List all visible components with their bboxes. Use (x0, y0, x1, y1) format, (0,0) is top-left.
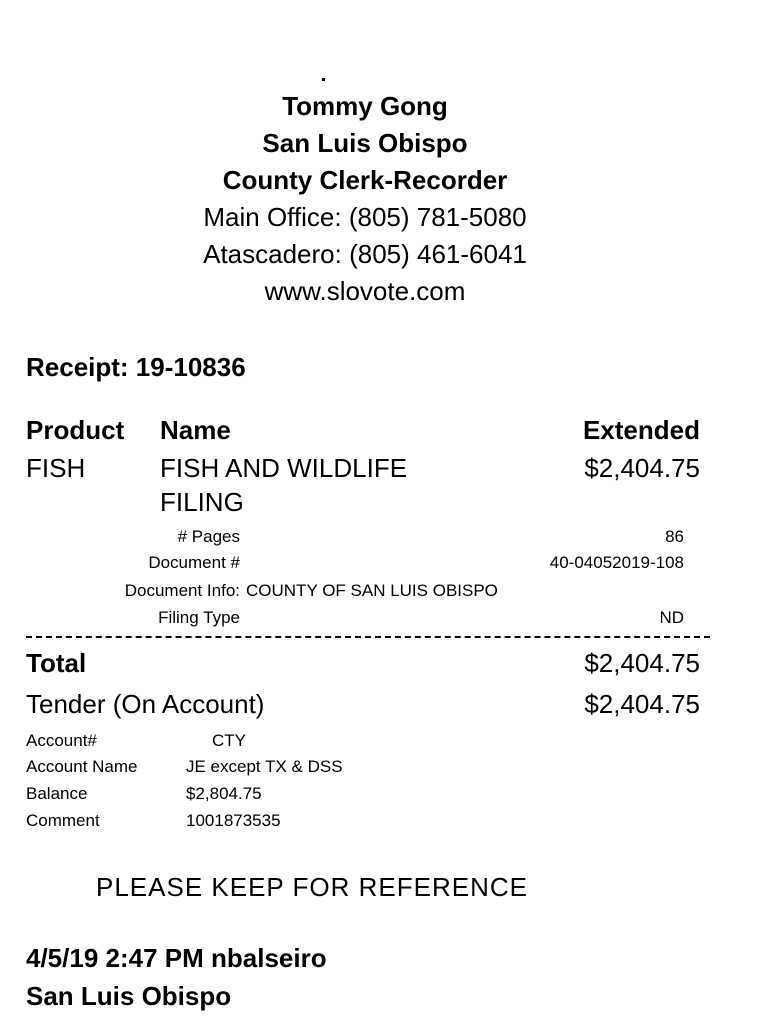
item-amount: $2,404.75 (584, 453, 700, 483)
office-title: County Clerk-Recorder (222, 165, 508, 195)
col-name: Name (160, 415, 231, 445)
detail-label: Document # (148, 553, 240, 572)
dashed-divider (26, 636, 710, 638)
detail-value: ND (659, 608, 684, 627)
account-value: 1001873535 (186, 811, 281, 830)
tender-label: Tender (On Account) (26, 689, 265, 719)
item-product: FISH (26, 453, 86, 483)
main-office-phone: Main Office: (805) 781-5080 (203, 202, 527, 232)
account-value: JE except TX & DSS (186, 757, 343, 776)
atascadero-phone: Atascadero: (805) 461-6041 (203, 239, 527, 269)
detail-value: 40-04052019-108 (549, 553, 684, 572)
footer-location: San Luis Obispo (26, 981, 232, 1011)
account-label: Account Name (26, 757, 138, 776)
timestamp: 4/5/19 2:47 PM nbalseiro (26, 943, 327, 973)
detail-value: COUNTY OF SAN LUIS OBISPO (246, 581, 498, 600)
item-name-line1: FISH AND WILDLIFE (160, 453, 408, 483)
print-dot (322, 78, 325, 81)
receipt-number: Receipt: 19-10836 (26, 352, 246, 382)
account-label: Balance (26, 784, 88, 803)
account-label: Comment (26, 811, 100, 830)
col-product: Product (26, 415, 125, 445)
reference-notice: PLEASE KEEP FOR REFERENCE (96, 872, 528, 902)
col-extended: Extended (582, 415, 700, 445)
detail-label: # Pages (177, 527, 240, 546)
detail-value: 86 (665, 527, 684, 546)
account-label: Account# (26, 731, 97, 750)
item-name-line2: FILING (160, 487, 244, 517)
total-label: Total (26, 648, 87, 678)
county-name: San Luis Obispo (262, 128, 468, 158)
tender-amount: $2,404.75 (584, 689, 700, 719)
account-value: CTY (212, 731, 246, 750)
detail-label: Document Info: (124, 581, 240, 600)
total-amount: $2,404.75 (584, 648, 700, 678)
account-value: $2,804.75 (186, 784, 262, 803)
website: www.slovote.com (264, 276, 466, 306)
detail-label: Filing Type (158, 608, 240, 627)
clerk-name: Tommy Gong (282, 91, 448, 121)
